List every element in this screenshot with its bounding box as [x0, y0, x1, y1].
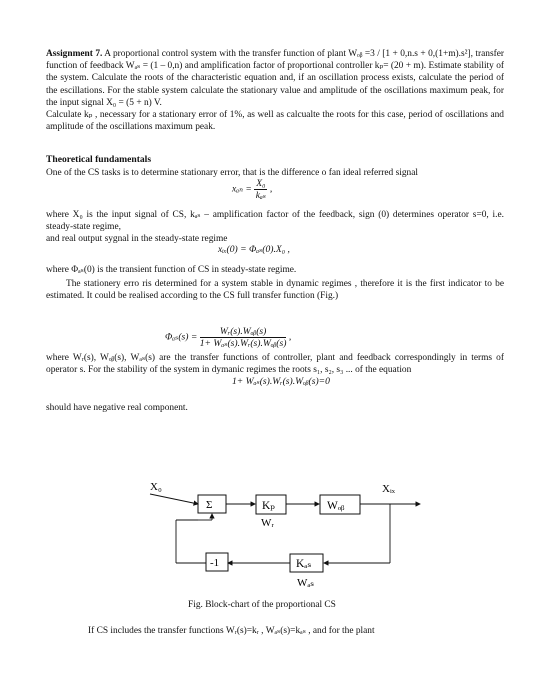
wr-label: Wᵣ [261, 517, 274, 529]
sum-symbol: Σ [206, 499, 213, 511]
negation-label: -1 [210, 557, 220, 569]
stationary-error-paragraph: The stationery erro ris determined for a system stable in dynamic regimes , therefore it is the first indicator to be estimated. It could be realised according to the CS full transfer function (Fig.) [46, 279, 504, 302]
section-heading: Theoretical fundamentals [46, 154, 152, 165]
kas-label: Kₐₛ [296, 558, 312, 570]
kp-label: Kₚ [262, 500, 275, 512]
equation-output-signal: xᵢₓ(0) = Φₐₛ(0).X₀ , [218, 244, 290, 255]
eq3-lhs: Φₐₛ(s) = [165, 331, 198, 343]
assignment-text: A proportional control system with the transfer function of plant Wₒᵦ =3 / [1 + 0,n.s + 0,(1+m).s²], transfer function of feedback Wₐₛ = (1 – 0,n) and amplification factor of proportional controller kₚ= (20 + m). Estimate stability of the system. Calculate the roots of the characteristic equation and, if an oscillation process exists, calculate the period of the escillations. For the stable system calculate the stationary value and amplitude of the oscillations maximum peak, for the input signal X₀ = (5 + n) V. [46, 49, 504, 108]
stability-paragraph [46, 364, 504, 388]
where-paragraph-3: where Wᵣ(s), Wₒᵦ(s), Wₐₛ(s) are the transfer functions of controller, plant and feedback correspondingly in terms of operator s. [46, 353, 504, 376]
equation-characteristic: 1+ Wₐₛ(s).Wᵣ(s).Wₒᵦ(s)=0 [232, 376, 330, 388]
eq1-fraction [254, 178, 267, 201]
eq1-denominator: kₐₛ [255, 190, 266, 201]
equation-transfer-function: Φₐₛ(s) = $\frac{\text{Wᵣ(s).Wₒᵦ(s)}}{\text{1+ Wₐₛ(s).Wᵣ(s).Wₒᵦ(s)}}$ , [165, 326, 292, 349]
assignment-text-2: Calculate kₚ , necessary for a stationary error of 1%, as well as calcualte the roots for this case, period of oscillations and amplitude of the oscillations maximum peak. [46, 110, 504, 133]
eq3-fraction [200, 326, 287, 349]
output-label: Xᵢₓ [382, 483, 395, 495]
where1b-text: and real output sygnal in the steady-state regime [46, 234, 228, 245]
where-paragraph-1 [46, 209, 504, 246]
was-label: Wₐₛ [297, 577, 315, 589]
negative-component-text: should have negative real component. [46, 403, 188, 413]
eq3-numerator: Wᵣ(s).Wₒᵦ(s) [200, 326, 287, 338]
intro-paragraph: One of the CS tasks is to determine stationary error, that is the difference o fan ideal referred signal [46, 168, 418, 178]
wob-label: Wₒᵦ [327, 500, 345, 512]
input-label: X₀ [150, 481, 162, 493]
where-paragraph-2: where Φₐₛ(0) is the transient function of CS in steady-state regime. [46, 265, 297, 275]
equation-stationary-error: xₐₙ = $\frac{\text{X₀}}{\text{kₐₛ}}$ , [232, 178, 273, 201]
footer-paragraph: If CS includes the transfer functions Wᵣ(s)=kᵣ , Wₐₛ(s)=kₐₛ , and for the plant [88, 626, 375, 636]
where1-text: where X₀ is the input signal of CS, kₐₛ – amplification factor of the feedback, sign (0) determines operator s=0, i.e. steady-state regime, [46, 210, 504, 233]
block-diagram [120, 478, 440, 596]
assignment-paragraph [46, 48, 504, 133]
eq3-denominator: 1+ Wₐₛ(s).Wᵣ(s).Wₒᵦ(s) [199, 338, 287, 349]
figure-caption: Fig. Block-chart of the proportional CS [188, 600, 336, 610]
stability-text: For the stability of the system in dymanic regimes the roots s₁, s₂, s₃ ... of the equation [88, 365, 412, 375]
eq1-lhs: xₐₙ [232, 183, 243, 195]
input-line [150, 494, 198, 504]
assignment-label: Assignment 7. [46, 49, 103, 59]
eq1-numerator: X₀ [256, 178, 266, 189]
